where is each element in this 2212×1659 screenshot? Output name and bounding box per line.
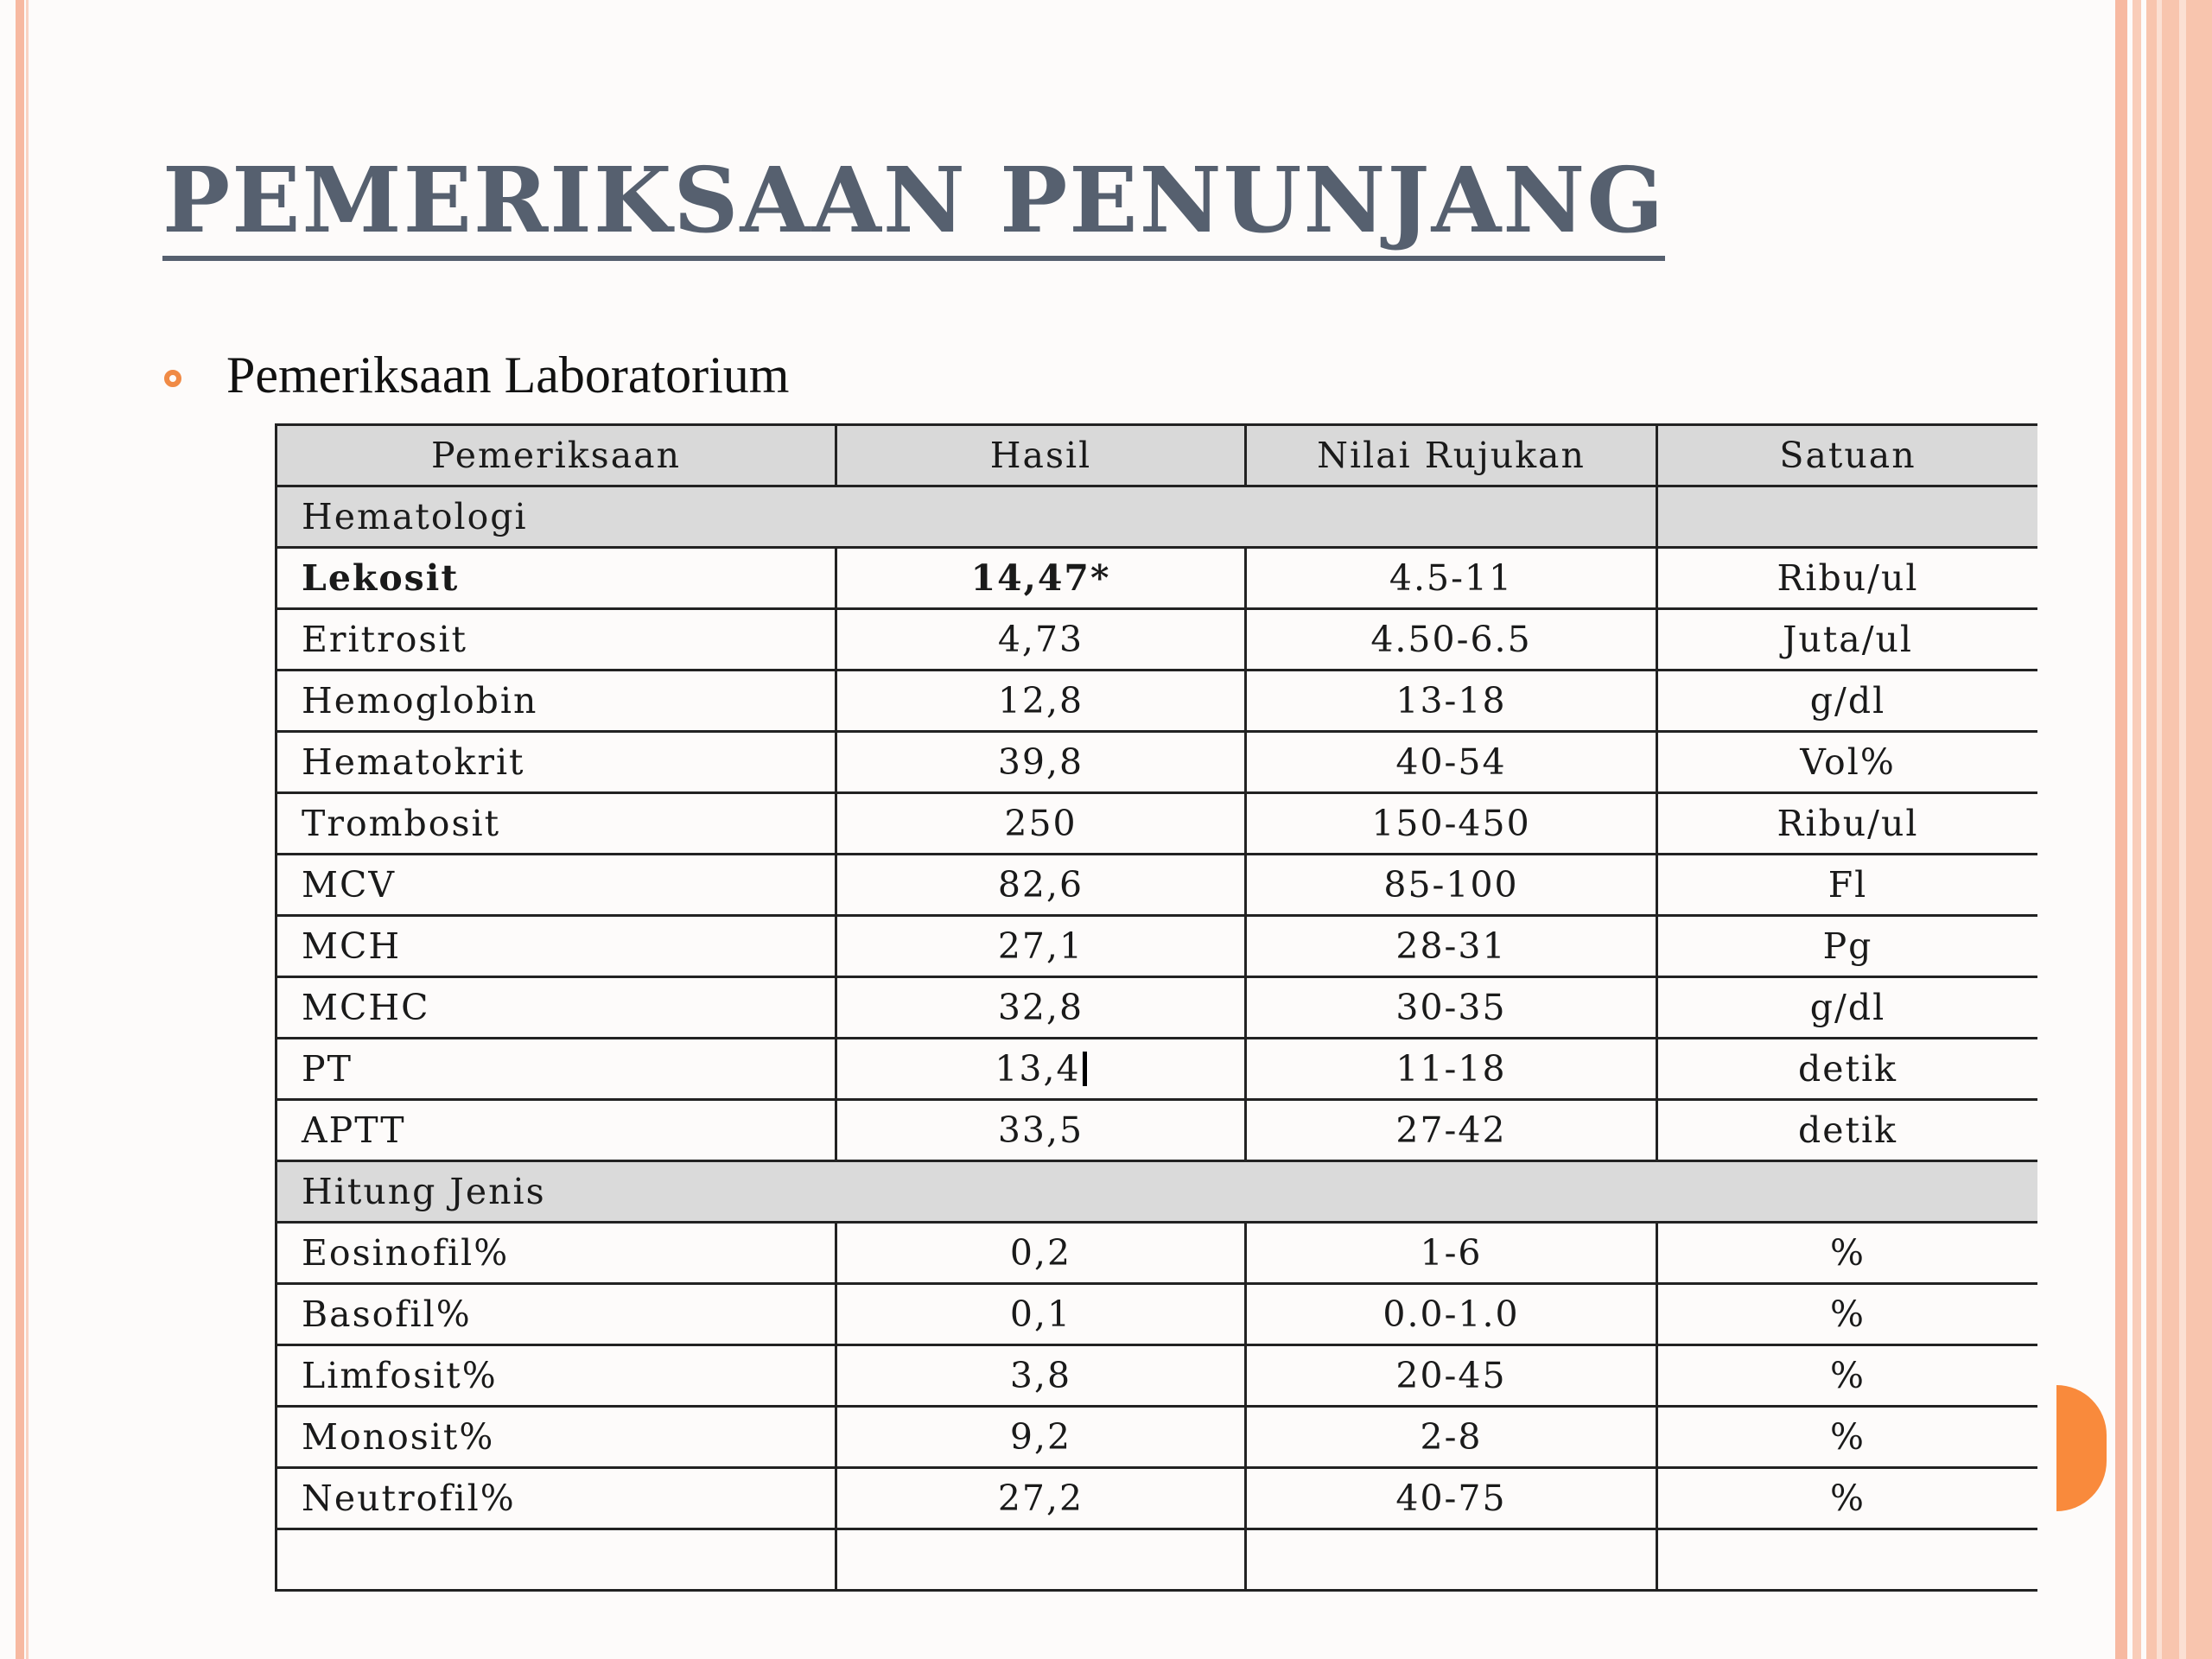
table-row: [276, 916, 2038, 977]
cell-reference-text: 40-54: [1395, 741, 1507, 783]
cell-unit-text: Vol%: [1800, 741, 1896, 783]
cell-result-text: 0,2: [1009, 1232, 1072, 1274]
cell-name-text: PT: [302, 1048, 353, 1090]
cell-unit: [1657, 1345, 2038, 1407]
cell-result: [836, 671, 1246, 732]
table-row: [276, 548, 2038, 609]
cell-cutoff: [836, 1529, 1246, 1591]
table-row: [276, 1223, 2038, 1284]
cell-reference: [1246, 1407, 1657, 1468]
cell-cutoff: [276, 1529, 836, 1591]
cell-name: [276, 916, 836, 977]
cell-reference-text: 4.5-11: [1389, 557, 1514, 599]
cell-unit-text: Pg: [1822, 925, 1873, 967]
cell-name: [276, 1407, 836, 1468]
cell-unit-text: %: [1830, 1232, 1866, 1274]
cell-name-text: Eosinofil%: [302, 1232, 510, 1274]
cell-name-text: Trombosit: [302, 803, 501, 844]
cell-name-text: MCH: [302, 925, 402, 967]
bullet-text: Pemeriksaan Laboratorium: [226, 346, 790, 404]
text-cursor-icon: [1083, 1052, 1087, 1086]
cell-unit-text: Fl: [1827, 864, 1868, 906]
cell-reference: [1246, 1284, 1657, 1345]
cell-unit: [1657, 916, 2038, 977]
cell-result: [836, 977, 1246, 1039]
table-row: [276, 1468, 2038, 1529]
cell-reference-text: 1-6: [1420, 1232, 1483, 1274]
cell-unit-text: %: [1830, 1294, 1866, 1335]
cell-result-text: 82,6: [997, 864, 1084, 906]
cell-unit: [1657, 1100, 2038, 1161]
lab-results-table: [275, 423, 2037, 1592]
section-label: Hitung Jenis: [276, 1161, 2038, 1223]
cell-result: [836, 916, 1246, 977]
cell-result: [836, 609, 1246, 671]
cell-unit: [1657, 1407, 2038, 1468]
cell-reference-text: 13-18: [1395, 680, 1507, 721]
cell-name-text: MCV: [302, 864, 396, 906]
table-row: [276, 1039, 2038, 1100]
cell-unit-text: Juta/ul: [1782, 619, 1914, 660]
cell-name-text: Eritrosit: [302, 619, 468, 660]
cell-result-text: 9,2: [1009, 1416, 1072, 1458]
cell-reference: [1246, 916, 1657, 977]
cell-unit: [1657, 548, 2038, 609]
header-hasil: Hasil: [836, 425, 1246, 486]
header-nilai-rujukan: Nilai Rujukan: [1246, 425, 1657, 486]
cell-cutoff: [1246, 1529, 1657, 1591]
cell-result: [836, 1039, 1246, 1100]
right-border-line: [2157, 0, 2162, 1659]
cell-unit-text: g/dl: [1809, 680, 1886, 721]
section-label: Hematologi: [276, 486, 1657, 548]
cell-result: [836, 793, 1246, 855]
cell-unit-text: Ribu/ul: [1777, 803, 1919, 844]
cell-result: [836, 1223, 1246, 1284]
table-row: [276, 855, 2038, 916]
cell-name-text: Limfosit%: [302, 1355, 498, 1396]
cell-result: [836, 855, 1246, 916]
cell-name: [276, 855, 836, 916]
cell-result: [836, 1468, 1246, 1529]
cell-reference: [1246, 977, 1657, 1039]
cell-reference-text: 85-100: [1383, 864, 1519, 906]
cell-unit-text: %: [1830, 1355, 1866, 1396]
cell-name: [276, 609, 836, 671]
cell-reference: [1246, 1039, 1657, 1100]
cell-name: [276, 1039, 836, 1100]
section-empty-cell: [1657, 486, 2038, 548]
cell-reference: [1246, 609, 1657, 671]
cell-name: [276, 548, 836, 609]
cell-result: [836, 1345, 1246, 1407]
table-row: [276, 1100, 2038, 1161]
cell-reference-text: 28-31: [1395, 925, 1507, 967]
cell-name-text: Neutrofil%: [302, 1478, 516, 1519]
cell-reference-text: 20-45: [1395, 1355, 1507, 1396]
bullet-circle-icon: [164, 370, 181, 387]
right-border-line-2: [2179, 0, 2186, 1659]
slide-title: PEMERIKSAAN PENUNJANG: [162, 149, 1665, 261]
cell-name-text: Hematokrit: [302, 741, 525, 783]
cell-result-text: 13,4: [995, 1048, 1081, 1090]
cell-name: [276, 1284, 836, 1345]
cell-reference-text: 40-75: [1395, 1478, 1507, 1519]
cell-name-text: APTT: [302, 1109, 406, 1151]
cell-name: [276, 1345, 836, 1407]
cell-reference-text: 4.50-6.5: [1370, 619, 1532, 660]
cell-reference: [1246, 671, 1657, 732]
cell-result-text: 12,8: [997, 680, 1084, 721]
cell-name-text: Basofil%: [302, 1294, 472, 1335]
cell-unit: [1657, 793, 2038, 855]
cell-unit: [1657, 855, 2038, 916]
cell-unit: [1657, 1223, 2038, 1284]
cell-name: [276, 793, 836, 855]
right-border-stripe-2: [2133, 0, 2141, 1659]
cell-unit: [1657, 1284, 2038, 1345]
cell-reference: [1246, 732, 1657, 793]
cell-result-text: 27,1: [997, 925, 1084, 967]
left-border-stripe-thin: [26, 0, 29, 1659]
cell-unit-text: detik: [1798, 1048, 1897, 1090]
cell-result: [836, 1100, 1246, 1161]
cell-result: [836, 1284, 1246, 1345]
cell-result-text: 32,8: [997, 987, 1084, 1028]
table-row: [276, 732, 2038, 793]
table-row: [276, 977, 2038, 1039]
cell-result-text: 33,5: [997, 1109, 1084, 1151]
table-row: [276, 1284, 2038, 1345]
table-row: [276, 1407, 2038, 1468]
cell-unit-text: %: [1830, 1416, 1866, 1458]
cell-result-text: 250: [1004, 803, 1077, 844]
cell-unit: [1657, 732, 2038, 793]
slide-side-tab: [2056, 1385, 2107, 1511]
cell-reference: [1246, 548, 1657, 609]
cell-name: [276, 1468, 836, 1529]
header-pemeriksaan: Pemeriksaan: [276, 425, 836, 486]
cell-reference: [1246, 1100, 1657, 1161]
cell-name: [276, 1223, 836, 1284]
cell-reference-text: 30-35: [1395, 987, 1507, 1028]
right-border-stripe: [2115, 0, 2127, 1659]
cell-result-text: 27,2: [997, 1478, 1084, 1519]
table-row-cutoff: [276, 1529, 2038, 1591]
cell-reference: [1246, 793, 1657, 855]
cell-reference-text: 150-450: [1371, 803, 1531, 844]
cell-name: [276, 671, 836, 732]
cell-unit: [1657, 977, 2038, 1039]
cell-reference-text: 27-42: [1395, 1109, 1507, 1151]
cell-reference-text: 0.0-1.0: [1382, 1294, 1520, 1335]
table-header-row: [276, 425, 2038, 486]
cell-reference-text: 11-18: [1395, 1048, 1507, 1090]
cell-result: [836, 1407, 1246, 1468]
cell-name-text: Hemoglobin: [302, 680, 538, 721]
cell-reference-text: 2-8: [1420, 1416, 1483, 1458]
cell-result-text: 4,73: [997, 619, 1084, 660]
cell-unit-text: detik: [1798, 1109, 1897, 1151]
cell-result-text: 3,8: [1009, 1355, 1072, 1396]
cell-cutoff: [1657, 1529, 2038, 1591]
cell-unit: [1657, 1039, 2038, 1100]
cell-result: [836, 732, 1246, 793]
left-border-stripe: [16, 0, 24, 1659]
cell-unit-text: g/dl: [1809, 987, 1886, 1028]
cell-name: [276, 732, 836, 793]
cell-unit: [1657, 609, 2038, 671]
cell-unit: [1657, 1468, 2038, 1529]
cell-result-text: 14,47*: [970, 557, 1111, 599]
lab-results-table-container: [275, 423, 2037, 1592]
cell-name: [276, 1100, 836, 1161]
cell-reference: [1246, 855, 1657, 916]
header-satuan: Satuan: [1657, 425, 2038, 486]
cell-reference: [1246, 1468, 1657, 1529]
cell-result: [836, 548, 1246, 609]
cell-result-text: 0,1: [1009, 1294, 1072, 1335]
table-row: [276, 609, 2038, 671]
section-row-hematologi: [276, 486, 2038, 548]
table-row: [276, 1345, 2038, 1407]
section-row-hitung-jenis: [276, 1161, 2038, 1223]
cell-reference: [1246, 1223, 1657, 1284]
cell-name-text: Lekosit: [302, 557, 460, 599]
cell-result-text: 39,8: [997, 741, 1084, 783]
table-row: [276, 793, 2038, 855]
cell-name-text: Monosit%: [302, 1416, 495, 1458]
table-row: [276, 671, 2038, 732]
table-body: [276, 486, 2038, 1591]
cell-unit: [1657, 671, 2038, 732]
cell-name: [276, 977, 836, 1039]
cell-unit-text: Ribu/ul: [1777, 557, 1919, 599]
cell-name-text: MCHC: [302, 987, 430, 1028]
cell-reference: [1246, 1345, 1657, 1407]
cell-unit-text: %: [1830, 1478, 1866, 1519]
